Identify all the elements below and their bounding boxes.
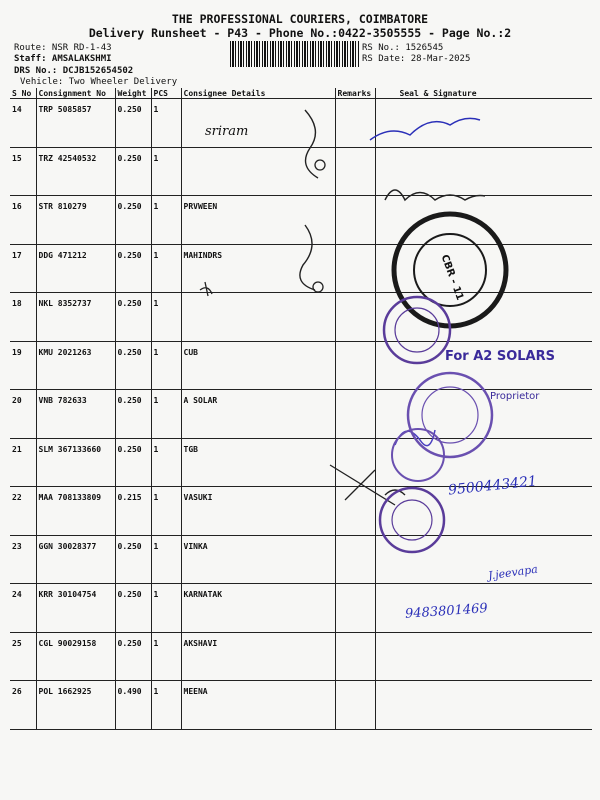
cell-pcs: 1	[151, 244, 181, 293]
cell-consignment: GGN 30028377	[36, 535, 115, 584]
cell-consignment: TRP 5085857	[36, 99, 115, 148]
cell-pcs: 1	[151, 293, 181, 342]
cell-weight: 0.250	[115, 341, 151, 390]
handwriting-phone-2: 9483801469	[404, 601, 489, 622]
stamp-cbr: CBR - 11	[438, 253, 466, 302]
signature-16	[385, 190, 485, 200]
cell-consignment: MAA 708133809	[36, 487, 115, 536]
cell-consignee: MEENA	[181, 681, 335, 730]
cell-consignee: MAHINDRS	[181, 244, 335, 293]
scribble-mark	[313, 282, 323, 292]
cell-pcs: 1	[151, 438, 181, 487]
tgb-stamp-inner	[422, 387, 478, 443]
cell-sno: 25	[10, 632, 36, 681]
karnatak-stamp	[380, 488, 444, 552]
cell-consignee: VASUKI	[181, 487, 335, 536]
company-title: THE PROFESSIONAL COURIERS, COIMBATORE	[171, 12, 429, 26]
cell-weight: 0.250	[115, 147, 151, 196]
cell-pcs: 1	[151, 535, 181, 584]
rs-date: RS Date: 28-Mar-2025	[362, 54, 471, 64]
scribble-mark	[300, 225, 315, 290]
cell-weight: 0.490	[115, 681, 151, 730]
cell-pcs: 1	[151, 681, 181, 730]
route-text: Route: NSR RD-1-43	[14, 43, 112, 53]
stamp-a2-solars: For A2 SOLARS	[445, 349, 555, 364]
cell-consignment: STR 810279	[36, 196, 115, 245]
drs-text: DRS No.: DCJB152654502	[14, 66, 134, 76]
cross-mark	[330, 465, 395, 505]
col-consignment: Consignment No	[36, 88, 115, 99]
cell-sno: 18	[10, 293, 36, 342]
col-seal-signature: Seal & Signature	[375, 88, 592, 99]
cell-sno: 15	[10, 147, 36, 196]
cell-consignee: KARNATAK	[181, 584, 335, 633]
cell-weight: 0.250	[115, 535, 151, 584]
col-consignee: Consignee Details	[181, 88, 335, 99]
handwriting-sriram: sriram	[205, 124, 249, 139]
col-remarks: Remarks	[335, 88, 375, 99]
scribble-mark	[200, 282, 212, 296]
cell-sno: 14	[10, 99, 36, 148]
cell-sno: 22	[10, 487, 36, 536]
cell-consignee: A SOLAR	[181, 390, 335, 439]
cell-consignee: PRVWEEN	[181, 196, 335, 245]
cell-pcs: 1	[151, 584, 181, 633]
cell-consignment: VNB 782633	[36, 390, 115, 439]
cell-consignee: AKSHAVI	[181, 632, 335, 681]
cell-pcs: 1	[151, 341, 181, 390]
col-pcs: PCS	[151, 88, 181, 99]
stamp-proprietor: Proprietor	[490, 391, 540, 402]
cell-weight: 0.250	[115, 196, 151, 245]
cell-consignee: TGB	[181, 438, 335, 487]
col-sno: S No	[10, 88, 36, 99]
runsheet-subtitle: Delivery Runsheet - P43 - Phone No.:0422-3505555 - Page No.:2	[88, 26, 512, 40]
signature-14	[370, 118, 480, 140]
cell-weight: 0.250	[115, 390, 151, 439]
col-weight: Weight	[115, 88, 151, 99]
cell-consignee: CUB	[181, 341, 335, 390]
cell-consignee: VINKA	[181, 535, 335, 584]
scribble-mark	[315, 160, 325, 170]
cell-sno: 20	[10, 390, 36, 439]
cell-consignment: SLM 367133660	[36, 438, 115, 487]
cell-pcs: 1	[151, 632, 181, 681]
cell-sno: 19	[10, 341, 36, 390]
tgb-stamp	[408, 373, 492, 457]
cell-sno: 24	[10, 584, 36, 633]
rs-number: RS No.: 1526545	[362, 43, 444, 53]
cell-sno: 16	[10, 196, 36, 245]
cell-weight: 0.250	[115, 244, 151, 293]
cell-pcs: 1	[151, 147, 181, 196]
cell-weight: 0.250	[115, 632, 151, 681]
cell-consignment: DDG 471212	[36, 244, 115, 293]
karnatak-stamp-inner	[392, 500, 432, 540]
cell-consignment: POL 1662925	[36, 681, 115, 730]
cell-weight: 0.250	[115, 584, 151, 633]
cell-consignment: NKL 8352737	[36, 293, 115, 342]
cell-consignment: KMU 2021263	[36, 341, 115, 390]
cell-consignment: CGL 90029158	[36, 632, 115, 681]
cub-stamp	[384, 297, 450, 363]
cell-pcs: 1	[151, 487, 181, 536]
cell-weight: 0.215	[115, 487, 151, 536]
handwriting-jeeva: J.jeevapa	[487, 562, 539, 583]
cell-weight: 0.250	[115, 99, 151, 148]
cell-sno: 17	[10, 244, 36, 293]
cell-sno: 23	[10, 535, 36, 584]
handwriting-phone-1: 9500443421	[447, 473, 538, 499]
staff-text: Staff: AMSALAKSHMI	[14, 54, 112, 64]
cell-pcs: 1	[151, 99, 181, 148]
cell-sno: 21	[10, 438, 36, 487]
cell-consignment: TRZ 42540532	[36, 147, 115, 196]
cell-sno: 26	[10, 681, 36, 730]
cell-pcs: 1	[151, 196, 181, 245]
vehicle-text: Vehicle: Two Wheeler Delivery	[20, 77, 178, 87]
cell-consignment: KRR 30104754	[36, 584, 115, 633]
cell-weight: 0.250	[115, 438, 151, 487]
cell-pcs: 1	[151, 390, 181, 439]
cell-weight: 0.250	[115, 293, 151, 342]
